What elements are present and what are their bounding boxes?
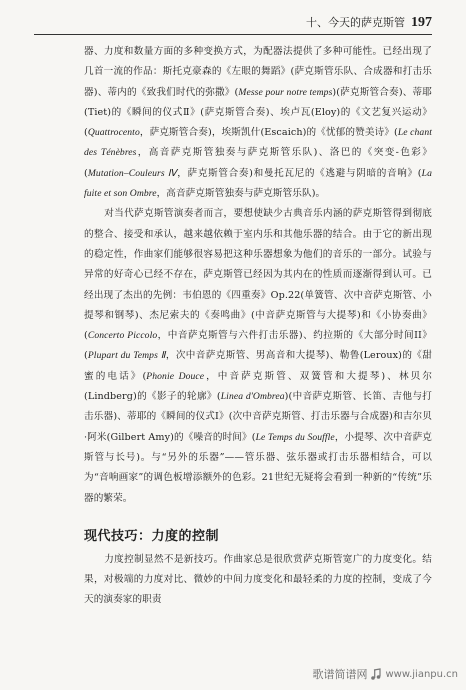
italic-title: Le Temps du Souffle (255, 431, 335, 443)
paragraph-2 (84, 204, 432, 508)
music-note-icon (370, 668, 382, 680)
text-run: ，萨克斯管合奏)和曼托瓦尼的《逃避与阴暗的音响》( (177, 167, 422, 179)
italic-title: Plupart du Temps Ⅱ (87, 350, 166, 362)
text-run: 器、力度和数量方面的多种变换方式，为配器法提供了多种可能性。已经出现了几首一流的作品：斯托克豪森的《左眼的舞蹈》(萨克斯管乐队、合成器和打击乐器)、蒂内的《致我们时代的弥撒》( (84, 46, 432, 98)
page-body (84, 42, 432, 610)
italic-title: Phonie Douce (146, 370, 205, 382)
section-paragraph-text: 力度控制显然不是新技巧。作曲家总是很欣赏萨克斯管宽广的力度变化。结果，对极端的力度对比、微妙的中间力度变化和最轻柔的力度的控制，变成了今天的演奏家的职责 (84, 553, 432, 605)
italic-title: La fuite et son Ombre (84, 167, 432, 200)
page-number: 197 (411, 15, 432, 30)
italic-title: Messe pour notre temps (238, 86, 333, 98)
running-header (306, 14, 432, 31)
watermark-url: www.jianpu.cn (385, 668, 458, 680)
italic-title: Le chant des Ténèbres (84, 127, 432, 159)
text-run: ，中音萨克斯管、双簧管和大提琴)、林贝尔(Lindberg)的《影子的轮廓》( (84, 370, 433, 403)
text-run: )(萨克斯管合奏)、蒂耶(Tiet)的《瞬间的仪式Ⅱ》(萨克斯管合奏)、埃卢瓦(Eloy)的《文艺复兴运动》( (84, 86, 432, 139)
section-paragraph (84, 550, 432, 610)
text-run: )(中音萨克斯管、长笛、吉他与打击乐器)、蒂耶的《瞬间的仪式Ⅰ》(次中音萨克斯管、打击乐器与合成器)和吉尔贝·阿米(Gilbert Amy)的《噪音的时间》( (84, 391, 432, 443)
text-run: ，中音萨克斯管与六件打击乐器)、约拉斯的《大部分时间II》( (84, 330, 432, 362)
italic-title: Mutation–Couleurs Ⅳ (87, 167, 178, 179)
watermark-site-name: 歌谱简谱网 (312, 668, 368, 681)
chapter-title: 十、今天的萨克斯管 (306, 16, 405, 29)
paragraph-1 (84, 42, 432, 204)
text-run: ，次中音萨克斯管、男高音和大提琴)、勒鲁(Leroux)的《甜蜜的电话》( (84, 350, 432, 382)
watermark (312, 666, 458, 682)
section (84, 525, 432, 610)
italic-title: Quattrocento (87, 127, 140, 139)
text-run: ，萨克斯管合奏)，埃斯凯什(Escaich)的《忧郁的赞美诗》( (139, 127, 398, 139)
section-heading: 现代技巧：力度的控制 (84, 528, 220, 544)
header-rule (34, 34, 432, 35)
text-run: 对当代萨克斯管演奏者而言，要想使缺少古典音乐内涵的萨克斯管得到彻底的整合、接受和承认，越来越依赖于室内乐和其他乐器的结合。由于它的新出现的稳定性，作曲家们能够很容易把这种乐器想象为他们的音乐的一部分。试验与异常的好奇心已经不存在，萨克斯管已经因为其内在的性质而逐渐得到认可。已经出现了杰出的先例：韦伯恩的《四重奏》Op.22(单簧管、次中音萨克斯管、小提琴和钢琴)、杰尼索夫的《奏鸣曲》(中音萨克斯管与大提琴)和《小协奏曲》( (84, 208, 432, 342)
text-run: ，高音萨克斯管独奏与萨克斯管乐队)。 (156, 188, 326, 200)
text-run: ，高音萨克斯管独奏与萨克斯管乐队)、洛巴的《突变-色彩》( (84, 147, 432, 179)
italic-title: Linea d'Ombrea (220, 391, 285, 403)
italic-title: Concerto Piccolo (87, 330, 158, 342)
text-run: ，小提琴、次中音萨克斯管与长号)。与“另外的乐器”——管乐器、弦乐器或打击乐器相结合，可以为“音响画家”的调色板增添额外的色彩。21世纪无疑将会看到一种新的“传统”乐器的繁荣。 (84, 431, 432, 504)
